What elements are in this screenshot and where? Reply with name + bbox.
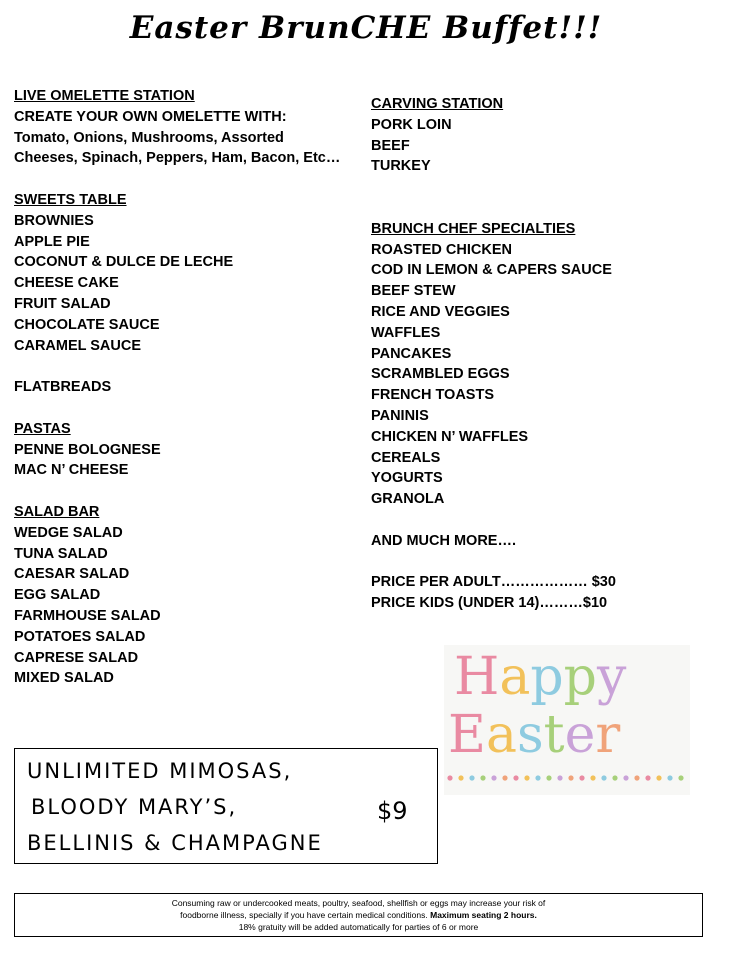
easter-dot <box>524 775 529 780</box>
menu-item: COCONUT & DULCE DE LECHE <box>14 254 234 271</box>
menu-item: APPLE PIE <box>14 233 90 250</box>
easter-letter: p <box>530 647 564 707</box>
easter-letter: a <box>499 647 531 707</box>
menu-item: PANINIS <box>371 407 429 424</box>
easter-dot <box>612 775 617 780</box>
section-heading: SWEETS TABLE <box>14 191 127 208</box>
right-menu-column <box>371 94 691 614</box>
drinks-price: $9 <box>377 797 408 825</box>
spacer <box>371 198 691 219</box>
menu-item: BEEF <box>371 137 410 154</box>
menu-item: PRICE KIDS (UNDER 14)………$10 <box>371 595 608 612</box>
section-heading: BRUNCH CHEF SPECIALTIES <box>371 220 576 237</box>
easter-dot <box>601 775 606 780</box>
menu-item: YOGURTS <box>371 470 443 487</box>
easter-letter: p <box>563 647 597 707</box>
easter-letter: a <box>485 705 517 765</box>
easter-dot <box>502 775 507 780</box>
spacer <box>14 356 354 377</box>
menu-item: COD IN LEMON & CAPERS SAUCE <box>371 262 612 279</box>
menu-item: SCRAMBLED EGGS <box>371 366 510 383</box>
spacer <box>371 510 691 531</box>
easter-letter: s <box>516 705 544 765</box>
menu-item: FRUIT SALAD <box>14 295 111 312</box>
spacer <box>14 398 354 419</box>
easter-letter: H <box>454 647 500 707</box>
menu-item: CARAMEL SAUCE <box>14 337 142 354</box>
drinks-line-bellinis: BELLINIS & CHAMPAGNE <box>27 831 323 855</box>
menu-item: PENNE BOLOGNESE <box>14 441 161 458</box>
menu-item: WAFFLES <box>371 324 441 341</box>
menu-item: POTATOES SALAD <box>14 628 146 645</box>
menu-item: GRANOLA <box>371 491 445 508</box>
menu-item: BEEF STEW <box>371 283 456 300</box>
easter-dot <box>568 775 573 780</box>
easter-dot <box>535 775 540 780</box>
easter-dot <box>469 775 474 780</box>
menu-item: PRICE PER ADULT……………… $30 <box>371 574 616 591</box>
drinks-line-bloody-mary: BLOODY MARY’S, <box>31 795 238 819</box>
menu-item: MAC N’ CHEESE <box>14 462 129 479</box>
menu-item: EGG SALAD <box>14 587 101 604</box>
menu-item: TURKEY <box>371 158 431 175</box>
easter-dot <box>513 775 518 780</box>
left-menu-column <box>14 86 354 689</box>
easter-dot <box>590 775 595 780</box>
easter-letter: E <box>448 705 486 765</box>
easter-dot <box>579 775 584 780</box>
spacer <box>14 481 354 502</box>
footer-line-2-text: foodborne illness, specially if you have certain medical conditions. <box>180 910 428 920</box>
menu-item: ROASTED CHICKEN <box>371 241 512 258</box>
menu-item: CEREALS <box>371 449 441 466</box>
easter-dot <box>623 775 628 780</box>
easter-word-happy <box>454 649 626 705</box>
easter-dot <box>546 775 551 780</box>
menu-item: Cheeses, Spinach, Peppers, Ham, Bacon, Etc… <box>14 150 341 167</box>
menu-item: CHICKEN N’ WAFFLES <box>371 428 529 445</box>
section-heading: CARVING STATION <box>371 96 504 112</box>
easter-dots <box>444 774 690 782</box>
easter-letter: y <box>596 647 627 707</box>
menu-item: TUNA SALAD <box>14 545 108 562</box>
menu-item: CHOCOLATE SAUCE <box>14 316 160 333</box>
happy-easter-graphic <box>444 645 690 795</box>
section-heading: PASTAS <box>14 420 71 437</box>
easter-letter: e <box>564 705 596 765</box>
menu-item: CAESAR SALAD <box>14 566 130 583</box>
menu-item: PORK LOIN <box>371 116 452 133</box>
easter-dot <box>491 775 496 780</box>
easter-dot <box>458 775 463 780</box>
easter-dot <box>557 775 562 780</box>
easter-dot <box>480 775 485 780</box>
menu-item: WEDGE SALAD <box>14 524 123 541</box>
menu-item: MIXED SALAD <box>14 670 114 687</box>
menu-item: AND MUCH MORE…. <box>371 532 516 549</box>
footer-line-3: 18% gratuity will be added automatically for parties of 6 or more <box>238 922 479 932</box>
easter-dot <box>447 775 452 780</box>
menu-item: CREATE YOUR OWN OMELETTE WITH: <box>14 108 287 125</box>
easter-dot <box>645 775 650 780</box>
menu-item: Tomato, Onions, Mushrooms, Assorted <box>14 129 284 146</box>
footer-line-1: Consuming raw or undercooked meats, poultry, seafood, shellfish or eggs may increase your risk of <box>171 898 546 908</box>
menu-item: BROWNIES <box>14 212 94 229</box>
easter-letter: r <box>595 705 621 765</box>
menu-item: FLATBREADS <box>14 379 112 396</box>
easter-letter: t <box>543 705 565 765</box>
menu-title: Easter BrunCHE Buffet!!! <box>129 10 603 46</box>
menu-item: PANCAKES <box>371 345 452 362</box>
spacer <box>14 169 354 190</box>
drinks-line-mimosas: UNLIMITED MIMOSAS, <box>27 759 293 783</box>
footer-line-2 <box>15 909 702 921</box>
easter-dot <box>667 775 672 780</box>
easter-word-easter <box>448 707 620 763</box>
menu-item: RICE AND VEGGIES <box>371 303 510 320</box>
section-heading: SALAD BAR <box>14 503 100 520</box>
footer-disclaimer <box>14 893 703 937</box>
easter-dot <box>634 775 639 780</box>
menu-item: CAPRESE SALAD <box>14 649 139 666</box>
footer-max-seating: Maximum seating 2 hours. <box>430 910 537 920</box>
drinks-box <box>14 748 438 864</box>
easter-dot <box>656 775 661 780</box>
menu-item: CHEESE CAKE <box>14 275 119 292</box>
menu-item: FRENCH TOASTS <box>371 387 494 404</box>
spacer <box>371 552 691 573</box>
section-heading: LIVE OMELETTE STATION <box>14 88 195 104</box>
spacer <box>371 177 691 198</box>
menu-item: FARMHOUSE SALAD <box>14 607 161 624</box>
easter-dot <box>678 775 683 780</box>
